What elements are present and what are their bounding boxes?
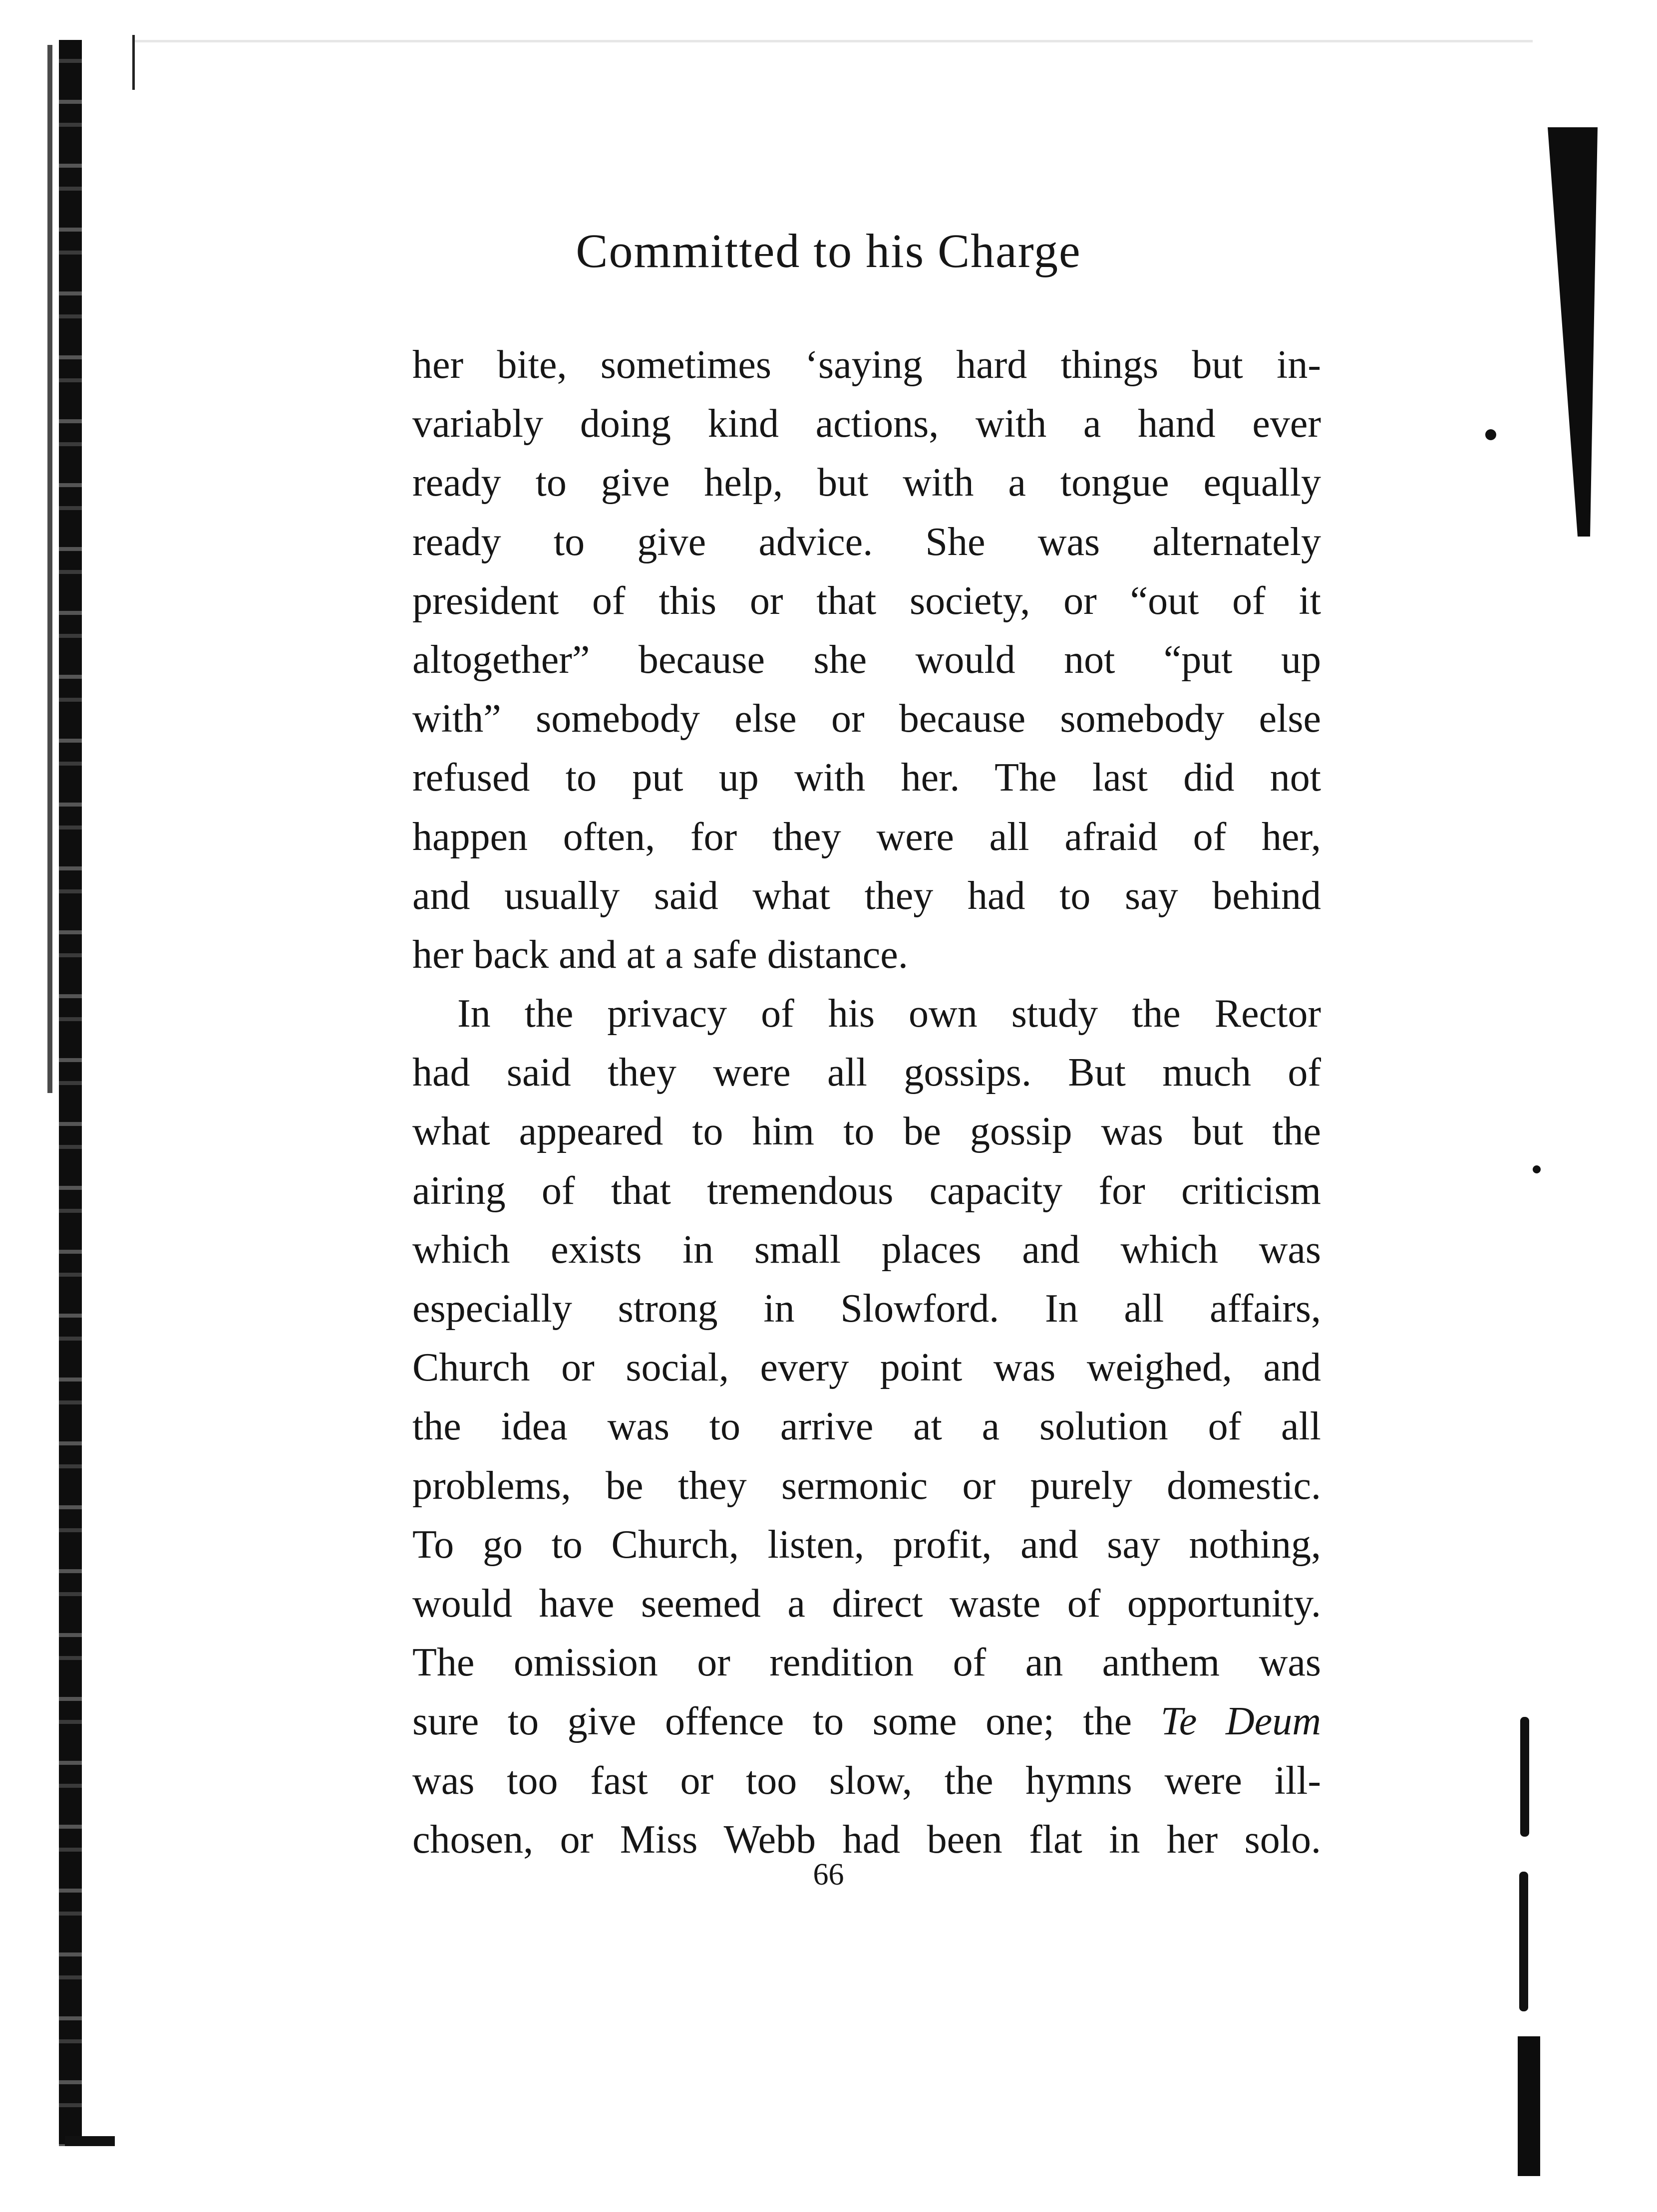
text-line: with” somebody else or because somebody else — [412, 697, 1321, 741]
text-line: refused to put up with her. The last did not — [412, 756, 1321, 800]
text-line: the idea was to arrive at a solution of all — [412, 1404, 1321, 1449]
text-line: altogether” because she would not “put up — [412, 637, 1321, 682]
right-edge-shadow-bottom — [1518, 2036, 1540, 2176]
text-line: In the privacy of his own study the Rector — [457, 992, 1321, 1036]
text-line: especially strong in Slowford. In all affairs, — [412, 1287, 1321, 1331]
text-line: ready to give help, but with a tongue equally — [412, 461, 1321, 505]
text-line: and usually said what they had to say behind — [412, 873, 1321, 918]
text-line: had said they were all gossips. But much of — [412, 1051, 1321, 1095]
speck — [1485, 429, 1496, 440]
text-line: happen often, for they were all afraid of her, — [412, 815, 1321, 859]
left-binding-shadow — [59, 40, 82, 2146]
text-line: was too fast or too slow, the hymns were ill- — [412, 1758, 1321, 1803]
italic-title: Te Deum — [1160, 1699, 1321, 1744]
text-line: president of this or that society, or “out of it — [412, 578, 1321, 623]
text-line: To go to Church, listen, profit, and say nothing, — [412, 1522, 1321, 1567]
text-line: her bite, sometimes ‘saying hard things but in- — [412, 343, 1321, 387]
left-binding-corner — [65, 2136, 115, 2146]
text-line: airing of that tremendous capacity for criticism — [412, 1168, 1321, 1213]
text-line: The omission or rendition of an anthem was — [412, 1641, 1321, 1685]
page-edge-shadow — [135, 40, 1533, 42]
body-text — [412, 335, 1321, 1869]
text-line: which exists in small places and which was — [412, 1227, 1321, 1272]
text-line-te-deum — [412, 1692, 1321, 1751]
left-binding-line — [47, 45, 52, 1093]
speck — [1533, 1165, 1541, 1173]
text-line: her back and at a safe distance. — [412, 932, 908, 977]
page-number: 66 — [813, 1858, 844, 1892]
text-line: chosen, or Miss Webb had been flat in her solo. — [412, 1817, 1321, 1862]
right-edge-shadow-lower — [1519, 1872, 1528, 2011]
text-line: problems, be they sermonic or purely domestic. — [412, 1463, 1321, 1508]
text-segment: sure to give offence to some one; the — [412, 1699, 1161, 1744]
right-edge-shadow-top — [1548, 127, 1598, 537]
right-edge-shadow-mid — [1520, 1717, 1529, 1837]
text-line: Church or social, every point was weighed, and — [412, 1346, 1321, 1390]
left-binding-mark — [132, 35, 135, 90]
text-line: ready to give advice. She was alternately — [412, 520, 1321, 564]
text-line: what appeared to him to be gossip was but the — [412, 1109, 1321, 1154]
running-header: Committed to his Charge — [576, 224, 1081, 277]
text-line: variably doing kind actions, with a hand ever — [412, 402, 1321, 446]
text-line: would have seemed a direct waste of opportunity. — [412, 1581, 1321, 1626]
